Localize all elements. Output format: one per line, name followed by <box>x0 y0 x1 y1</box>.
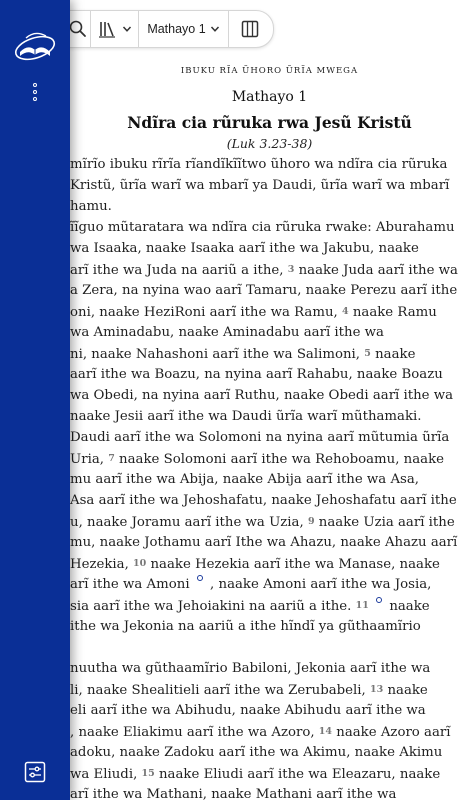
verse-text: arĩ ithe wa Mathani, naake Mathani aarĩ ithe wa <box>70 787 397 800</box>
verse-line <box>70 407 422 427</box>
library-button[interactable] <box>91 11 139 47</box>
verse-text: ithe wa Jekonia na aariũ a ithe hĩndĩ ya gũthaamĩrio <box>70 619 421 634</box>
verse-text: sia aarĩ ithe wa Jehoiakini na aariũ a ithe. <box>70 599 356 614</box>
verse-line <box>70 218 455 238</box>
verse-line <box>70 701 426 721</box>
verse-line <box>70 386 453 406</box>
verse-text: naake Hezekia aarĩ ithe wa Manase, naake <box>146 557 440 572</box>
footnote-marker[interactable] <box>197 575 203 581</box>
app-logo[interactable] <box>12 26 58 66</box>
verse-text: Uria, <box>70 452 109 467</box>
book-header: IBUKU RĨA ŨHORO ŨRĨA MWEGA <box>180 66 359 76</box>
verse-number: 10 <box>133 558 147 569</box>
verse-line <box>70 533 457 553</box>
verse-line <box>70 764 440 785</box>
verse-text: nuutha wa gũthaamĩrio Babiloni, Jekonia aarĩ ithe wa <box>70 661 431 676</box>
verse-line <box>70 491 457 511</box>
verse-text: ni, naake Nahashoni aarĩ ithe wa Salimoni, <box>70 347 365 362</box>
footnote-marker[interactable] <box>376 597 382 603</box>
verse-text: hamu. <box>70 199 112 214</box>
verse-number: 11 <box>355 600 369 611</box>
verse-text: naake Solomoni aarĩ ithe wa Rehoboamu, naake <box>114 452 445 467</box>
verse-text: a Zera, na nyina wao aarĩ Tamaru, naake Perezu aarĩ ithe <box>70 283 458 298</box>
columns-icon <box>241 20 259 38</box>
verse-text: Kristũ, ũrĩa warĩ wa mbarĩ ya Daudi, ũrĩa warĩ wa mbarĩ <box>70 178 450 193</box>
section-title: Ndĩra cia rũruka rwa Jesũ Kristũ <box>127 113 412 132</box>
search-icon <box>68 19 88 39</box>
verse-number: 7 <box>108 453 115 464</box>
verse-line <box>70 596 430 617</box>
library-icon <box>98 19 120 39</box>
verse-line <box>70 155 447 175</box>
verse-text: naake <box>370 347 416 362</box>
verse-line <box>70 302 437 323</box>
sidebar <box>0 0 70 800</box>
verse-text <box>369 599 373 614</box>
verse-line <box>70 470 419 490</box>
verse-text: naake Azoro aarĩ <box>332 725 451 740</box>
verse-text: arĩ ithe wa Amoni <box>70 577 194 592</box>
verse-line <box>70 554 440 575</box>
more-vertical-icon <box>33 83 37 87</box>
verse-line <box>70 659 430 679</box>
verse-line <box>70 239 419 259</box>
settings-sliders-icon <box>24 761 46 783</box>
verse-text: mu, naake Jothamu aarĩ Ithe wa Ahazu, naake Ahazu aarĩ <box>70 535 458 550</box>
verse-text: ĩĩguo mũtaratara wa ndĩra cia rũruka rwake: Aburahamu <box>70 220 455 235</box>
verse-text: naake Uzia aarĩ ithe <box>314 515 455 530</box>
verse-line <box>70 722 451 743</box>
verse-line <box>70 365 443 385</box>
reader-toolbar <box>38 10 274 48</box>
verse-line <box>70 449 444 470</box>
verse-text: wa Obedi, na nyina aarĩ Ruthu, naake Obedi aarĩ ithe wa <box>70 388 454 403</box>
verse-text: naake Juda aarĩ ithe wa <box>294 263 458 278</box>
verse-line <box>70 197 112 217</box>
bible-logo-icon <box>12 26 58 66</box>
verse-text: Hezekia, <box>70 557 134 572</box>
verse-text: adoku, naake Zadoku aarĩ ithe wa Akimu, naake Akimu <box>70 745 443 760</box>
chapter-selector-label: Mathayo 1 <box>147 22 206 36</box>
verse-line <box>70 281 457 301</box>
verse-text: naake <box>385 599 430 614</box>
verse-line <box>70 680 428 701</box>
verse-text: wa Isaaka, naake Isaaka aarĩ ithe wa Jakubu, naake <box>70 241 419 256</box>
verse-line <box>70 512 455 533</box>
verse-text: naake Jesii aarĩ ithe wa Daudi ũrĩa warĩ mũthamaki. <box>70 409 422 424</box>
verse-text: aarĩ ithe wa Boazu, na nyina aarĩ Rahabu, naake Boazu <box>70 367 443 382</box>
verse-text: arĩ ithe wa Juda na aariũ a ithe, <box>70 263 288 278</box>
verse-number: 3 <box>287 264 295 275</box>
verse-text: naake Eliudi aarĩ ithe wa Eleazaru, naake <box>154 767 441 782</box>
verse-text: eli aarĩ ithe wa Abihudu, naake Abihudu aarĩ ithe wa <box>70 703 426 718</box>
verse-number: 13 <box>370 684 384 695</box>
verse-number: 5 <box>364 348 371 359</box>
verse-number: 9 <box>307 516 315 527</box>
verse-number: 15 <box>141 768 155 779</box>
verse-text: u, naake Joramu aarĩ ithe wa Uzia, <box>70 515 308 530</box>
verse-text: , naake Amoni aarĩ ithe wa Josia, <box>205 577 432 592</box>
verse-line <box>70 428 449 448</box>
verse-text: oni, naake HeziRoni aarĩ ithe wa Ramu, <box>70 305 342 320</box>
chevron-down-icon <box>122 24 132 34</box>
verse-text: naake <box>383 683 428 698</box>
verse-text: mĩrĩo ibuku rĩrĩa rĩandĩkĩĩtwo ũhoro wa ndĩra cia rũruka <box>70 157 448 172</box>
verse-text: wa Eliudi, <box>70 767 142 782</box>
verse-line <box>70 344 415 365</box>
verse-text: li, naake Shealitieli aarĩ ithe wa Zerubabeli, <box>70 683 370 698</box>
verse-text: naake Ramu <box>348 305 437 320</box>
chapter-selector[interactable] <box>139 11 229 47</box>
chevron-down-icon <box>210 24 220 34</box>
verse-text: Asa aarĩ ithe wa Jehoshafatu, naake Jehoshafatu aarĩ ithe <box>70 493 457 508</box>
verse-line <box>70 743 442 763</box>
chapter-heading: Mathayo 1 <box>231 89 308 105</box>
verse-line <box>70 785 396 800</box>
cross-reference: (Luk 3.23-38) <box>226 136 313 151</box>
verse-line <box>70 617 421 637</box>
parallel-view-button[interactable] <box>229 11 271 47</box>
verse-number: 14 <box>318 726 333 737</box>
verse-line <box>70 176 449 196</box>
verse-number: 4 <box>341 306 349 317</box>
verse-text: mu aarĩ ithe wa Abija, naake Abija aarĩ ithe wa Asa, <box>70 472 420 487</box>
verse-text: Daudi aarĩ ithe wa Solomoni na nyina aarĩ mũtumia ũrĩa <box>70 430 450 445</box>
more-menu-button[interactable] <box>24 78 46 106</box>
verse-line <box>70 323 384 343</box>
verse-text: , naake Eliakimu aarĩ ithe wa Azoro, <box>70 725 319 740</box>
verse-text: wa Aminadabu, naake Aminadabu aarĩ ithe wa <box>70 325 384 340</box>
settings-button[interactable] <box>24 761 46 783</box>
verse-line <box>70 575 431 595</box>
verse-line <box>70 260 458 281</box>
